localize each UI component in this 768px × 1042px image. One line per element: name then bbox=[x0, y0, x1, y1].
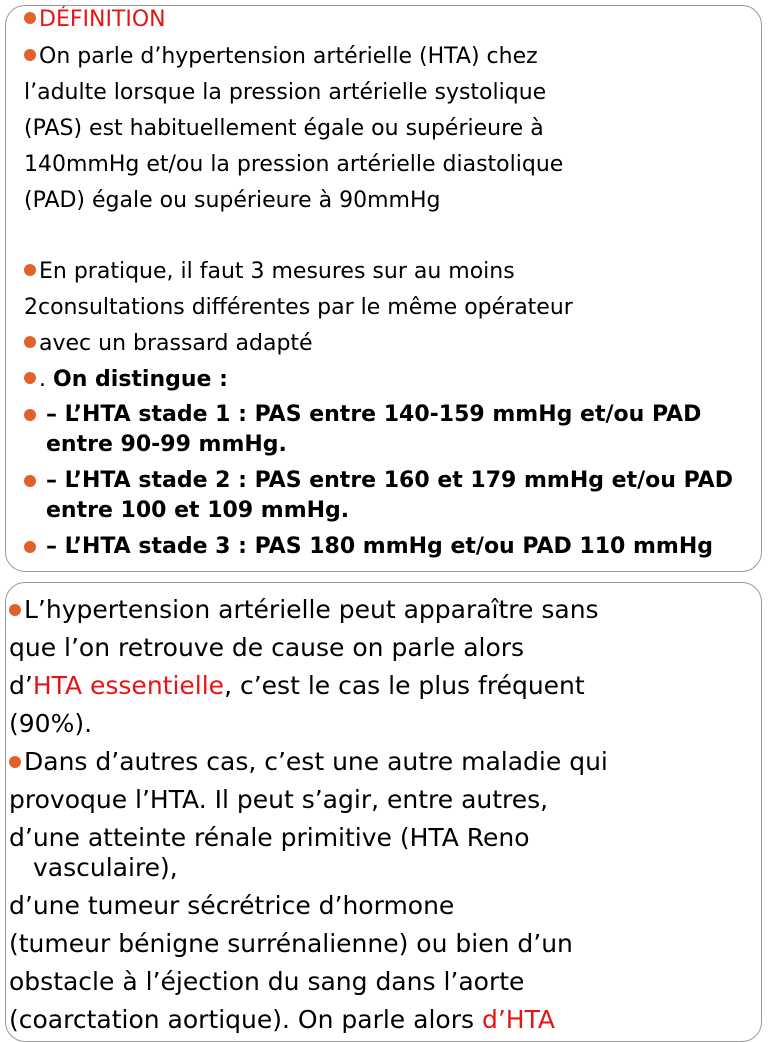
slide-definition bbox=[5, 5, 762, 572]
practice-paragraph bbox=[24, 254, 747, 398]
paragraph-line: 140mmHg et/ou la pression artérielle diastolique bbox=[24, 152, 564, 177]
slide-causes bbox=[5, 582, 762, 1042]
paragraph-line: En pratique, il faut 3 mesures sur au moins bbox=[39, 259, 515, 284]
paragraph-line: On parle d’hypertension artérielle (HTA) chez bbox=[39, 44, 538, 69]
definition-title: DÉFINITION bbox=[39, 7, 166, 32]
text-line: que l’on retrouve de cause on parle alors bbox=[9, 633, 525, 662]
text-line: (tumeur bénigne surrénalienne) ou bien d’un bbox=[9, 929, 573, 958]
text-line bbox=[9, 667, 761, 705]
paragraph-line: l’adulte lorsque la pression artérielle systolique bbox=[24, 80, 547, 105]
text-line: Dans d’autres cas, c’est une autre maladie qui bbox=[24, 747, 608, 776]
stage-3-text: – L’HTA stade 3 : PAS 180 mmHg et/ou PAD 110 mmHg bbox=[46, 534, 714, 559]
paragraph-line: 2consultations différentes par le même opérateur bbox=[24, 295, 573, 320]
text-line: vasculaire), bbox=[33, 853, 178, 882]
bullet-icon bbox=[24, 336, 36, 348]
text-line bbox=[9, 1001, 761, 1039]
text-line: d’une atteinte rénale primitive (HTA Reno bbox=[9, 823, 530, 852]
distinguish-text: On distingue : bbox=[53, 367, 228, 392]
bullet-icon bbox=[24, 12, 36, 24]
text-fragment: (coarctation aortique). On parle alors bbox=[9, 1005, 482, 1034]
text-fragment: , c’est le cas le plus fréquent bbox=[224, 671, 585, 700]
bullet-icon bbox=[24, 372, 36, 384]
definition-heading-line bbox=[24, 5, 747, 38]
bullet-icon bbox=[24, 264, 36, 276]
bullet-icon bbox=[24, 49, 36, 61]
highlight-hta: d’HTA bbox=[481, 1005, 555, 1034]
stage-3-item bbox=[24, 532, 749, 562]
text-line: (90%). bbox=[9, 709, 93, 738]
stage-1-text: – L’HTA stade 1 : PAS entre 140-159 mmHg et/ou PAD entre 90-99 mmHg. bbox=[46, 402, 702, 457]
text-fragment: d’ bbox=[9, 671, 33, 700]
highlight-essential: HTA essentielle bbox=[32, 671, 225, 700]
text-line: L’hypertension artérielle peut apparaître sans bbox=[24, 595, 599, 624]
brassard-text: avec un brassard adapté bbox=[39, 331, 313, 356]
text-line: obstacle à l’éjection du sang dans l’aorte bbox=[9, 967, 525, 996]
paragraph-line: (PAD) égale ou supérieure à 90mmHg bbox=[24, 188, 441, 213]
bullet-icon bbox=[9, 604, 21, 616]
definition-paragraph bbox=[24, 39, 747, 219]
bullet-icon bbox=[24, 541, 36, 553]
stage-2-item bbox=[24, 466, 749, 526]
bullet-icon bbox=[24, 475, 36, 487]
bullet-icon bbox=[24, 409, 36, 421]
text-line: provoque l’HTA. Il peut s’agir, entre autres, bbox=[9, 785, 549, 814]
causes-text bbox=[6, 591, 761, 1039]
paragraph-line: (PAS) est habituellement égale ou supérieure à bbox=[24, 116, 544, 141]
bullet-icon bbox=[9, 756, 21, 768]
stage-1-item bbox=[24, 400, 749, 460]
stage-2-text: – L’HTA stade 2 : PAS entre 160 et 179 mmHg et/ou PAD entre 100 et 109 mmHg. bbox=[46, 468, 733, 523]
distinguish-prefix: . bbox=[39, 367, 53, 392]
text-line: d’une tumeur sécrétrice d’hormone bbox=[9, 891, 455, 920]
